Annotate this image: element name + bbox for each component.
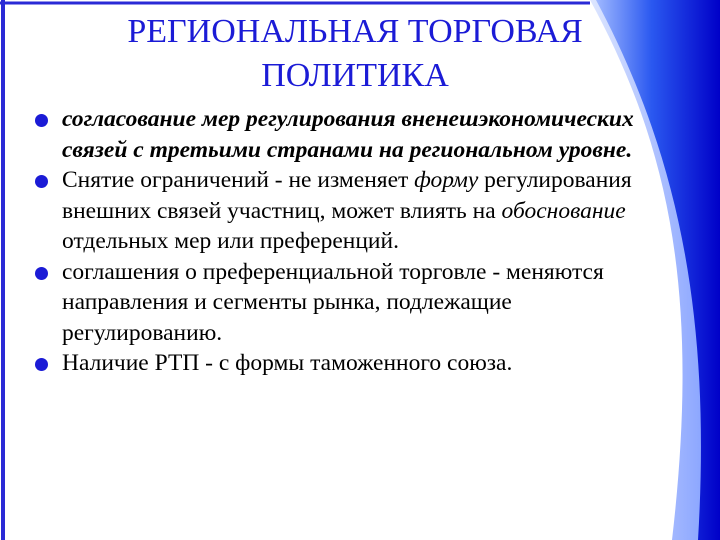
bullet-text-part: Снятие ограничений - не изменяет [62, 167, 415, 193]
bullet-item [62, 257, 662, 349]
bullet-emphasis: форму [414, 167, 479, 193]
bullet-item [62, 165, 662, 257]
bullet-text-part: отдельных мер или преференций. [62, 228, 399, 254]
bullet-list [62, 104, 662, 379]
title-line-1: РЕГИОНАЛЬНАЯ ТОРГОВАЯ [127, 13, 583, 50]
bullet-item [62, 104, 662, 165]
bullet-text-part: регулирования внешних связей участниц, может влиять на [62, 167, 632, 224]
bullet-text: соглашения о преференциальной торговле - меняются направления и сегменты рынка, подлежащие регулированию. [62, 258, 604, 346]
slide-title [95, 10, 615, 98]
bullet-emphasis: обоснование [501, 197, 626, 224]
bullet-text: Наличие РТП - с формы таможенного союза. [62, 350, 513, 376]
bullet-dot-icon [35, 175, 48, 188]
bullet-dot-icon [35, 114, 48, 127]
bullet-text: согласование мер регулирования вненешэкономических связей с третьими странами на региональном уровне. [62, 106, 634, 163]
bullet-dot-icon [35, 267, 48, 280]
bullet-dot-icon [35, 358, 48, 371]
title-line-2: ПОЛИТИКА [261, 57, 449, 94]
bullet-item [62, 348, 662, 379]
